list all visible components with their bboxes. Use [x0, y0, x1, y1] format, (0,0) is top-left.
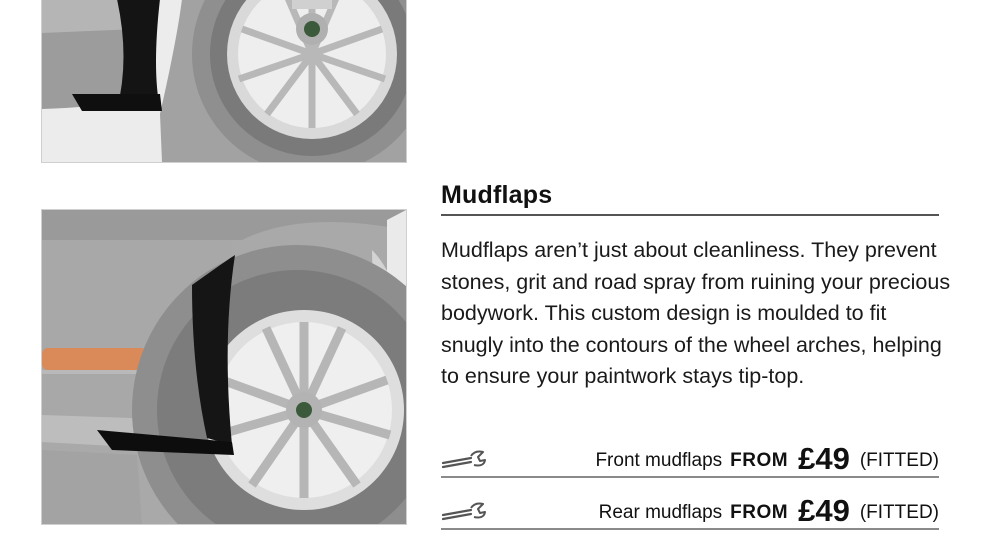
rear-mudflap-photo: [41, 209, 407, 525]
front-mudflap-photo: [41, 0, 407, 163]
price-row-front-mudflaps: [441, 442, 939, 478]
price-fitted-note: (FITTED): [859, 502, 939, 523]
section-title: Mudflaps: [441, 181, 939, 216]
price-item-name: Rear mudflaps: [598, 502, 723, 523]
price-fitted-note: (FITTED): [859, 450, 939, 471]
wrench-icon: [441, 448, 487, 470]
section-description: Mudflaps aren’t just about cleanliness. They prevent stones, grit and road spray from ruining your precious bodywork. This custom design is moulded to fit snugly into the contours of the wheel arches, helping to ensure your paintwork stays tip-top.: [441, 238, 951, 388]
price-row-rear-mudflaps: [441, 494, 939, 530]
wrench-icon: [441, 500, 487, 522]
price-from-label: FROM: [730, 502, 789, 523]
price-value: £49: [798, 441, 850, 476]
price-value: £49: [798, 493, 850, 528]
price-item-name: Front mudflaps: [595, 450, 723, 471]
price-from-label: FROM: [730, 450, 789, 471]
